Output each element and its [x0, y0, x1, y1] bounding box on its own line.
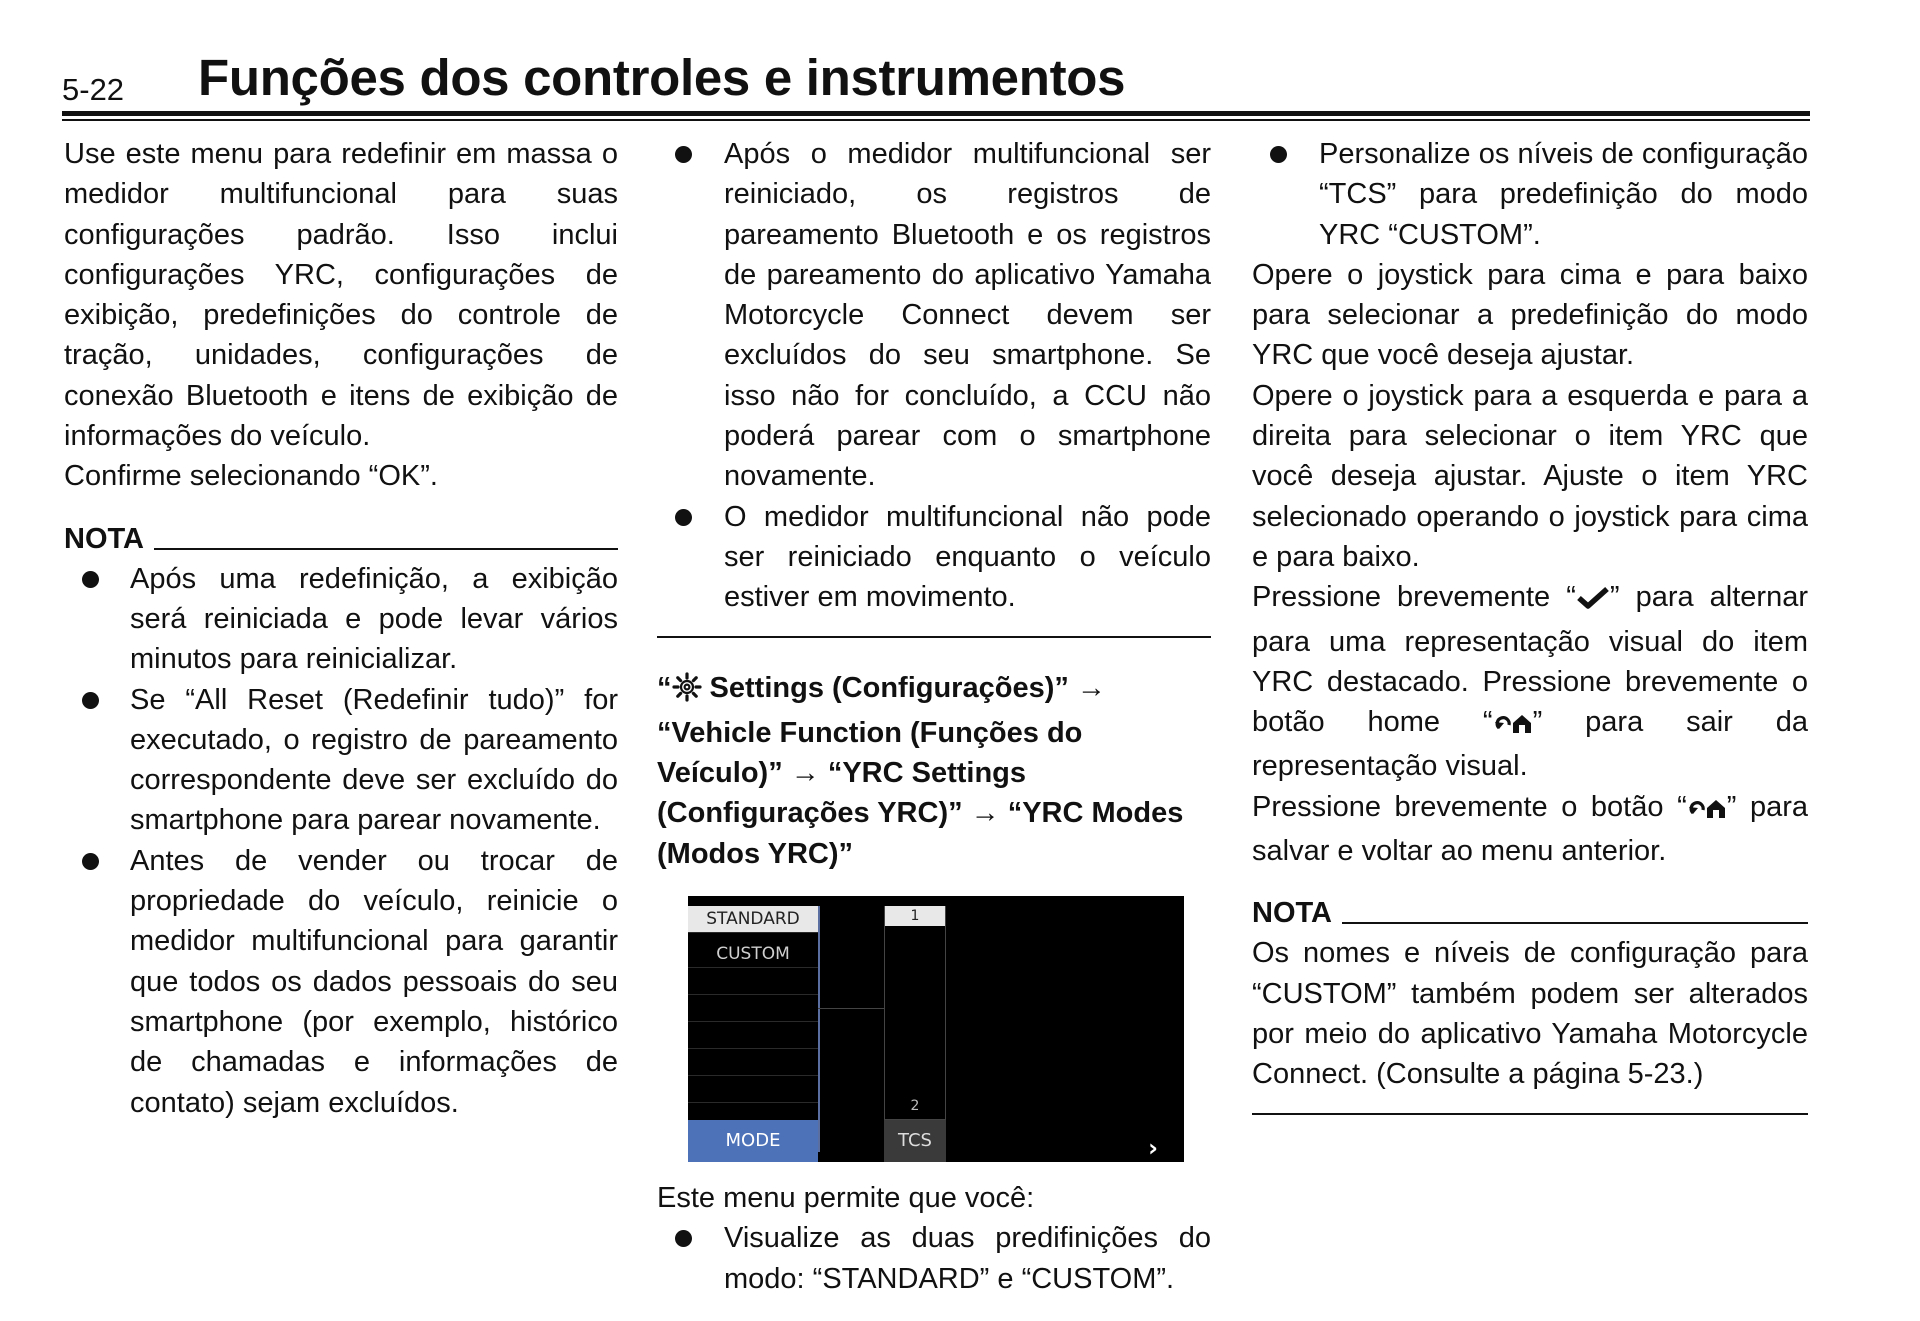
confirm-paragraph: Confirme selecionando “OK”. [64, 460, 438, 493]
list-item: Se “All Reset (Redefinir tudo)” for executado, o registro de pareamento correspondente deve ser excluído do smartphone para parear novamente. [64, 680, 618, 841]
nota-heading [1252, 893, 1808, 933]
header-rule-thin [62, 119, 1810, 121]
chevron-right-icon: › [1148, 1134, 1158, 1163]
list-item: Após o medidor multifuncional ser reiniciado, os registros de pareamento Bluetooth e os registros de pareamento do aplicativo Yamaha Motorcycle Connect devem ser excluídos do seu smartphone. Se isso não for concluído, a CCU não poderá parear com o smartphone novamente. [657, 134, 1211, 497]
column-3 [1252, 134, 1808, 1115]
tcs-level-top: 1 [885, 906, 945, 926]
page-number: 5-22 [62, 72, 125, 107]
paragraph-save: Pressione brevemente o botão “ ” para salvar e voltar ao menu anterior. [1252, 790, 1809, 868]
nota-end-rule [657, 636, 1211, 638]
intro-paragraph: Use este menu para redefinir em massa o medidor multifuncional para suas configurações padrão. Isso inclui configurações YRC, configurações de exibição, predefinições do controle de tração, unidades, configurações de conexão Bluetooth e itens de exibição de informações do veículo. [64, 138, 618, 453]
mode-empty [688, 1049, 818, 1076]
divider [818, 1008, 884, 1009]
nota-heading [64, 519, 618, 559]
mode-button: MODE [688, 1120, 818, 1162]
menu-intro: Este menu permite que você: [657, 1182, 1035, 1215]
list-item: Antes de vender ou trocar de propriedade do veículo, reinicie o medidor multifuncional para garantir que todos os dados pessoais do seu smartphone (por exemplo, histórico de chamadas e informações de contato) sejam excluídos. [64, 841, 618, 1123]
column-2 [657, 134, 1211, 1299]
mode-empty [688, 968, 818, 995]
check-icon [1576, 581, 1610, 621]
paragraph-select-item: Opere o joystick para a esquerda e para a direita para selecionar o item YRC que você deseja ajustar. Ajuste o item YRC selecionado operando o joystick para cima e para baixo. [1252, 379, 1808, 573]
mode-list [688, 906, 820, 1152]
nota-rule [154, 548, 618, 550]
tcs-level-low: 2 [910, 1098, 920, 1115]
paragraph-visual: Pressione brevemente “ ” para alternar para uma representação visual do item YRC destacado. Pressione brevemente o botão home “ ” para sair da representação visual. [1252, 581, 1809, 783]
page-header [62, 42, 1810, 118]
mode-empty [688, 995, 818, 1022]
mode-standard: STANDARD [688, 906, 818, 933]
list-item: Visualize as duas predifinições do modo: “STANDARD” e “CUSTOM”. [657, 1218, 1211, 1299]
page-title: Funções dos controles e instrumentos [198, 49, 1126, 106]
menu-list-continued [1252, 134, 1808, 255]
gear-icon [672, 672, 702, 713]
back-home-icon [1687, 791, 1727, 831]
nota-text: Os nomes e níveis de configuração para “CUSTOM” também podem ser alterados por meio do aplicativo Yamaha Motorcycle Connect. (Consulte a página 5-23.) [1252, 937, 1808, 1091]
menu-breadcrumb: “ Settings (Configurações)” → “Vehicle Function (Funções do Veículo)” → “YRC Settings (Configurações YRC)” → “YRC Modes (Modos YRC)” [657, 671, 1184, 870]
yrc-modes-screen [688, 896, 1184, 1162]
list-item: Após uma redefinição, a exibição será reiniciada e pode levar vários minutos para reinicializar. [64, 559, 618, 680]
nota-end-rule [1252, 1113, 1808, 1115]
mode-empty [688, 1022, 818, 1049]
nota-list-continued [657, 134, 1211, 618]
back-home-icon [1493, 706, 1533, 746]
nota-list [64, 559, 618, 1123]
menu-list [657, 1218, 1211, 1299]
nota-label: NOTA [1252, 897, 1333, 930]
tcs-button: TCS [884, 1120, 946, 1162]
header-rule [62, 111, 1810, 116]
list-item: Personalize os níveis de configuração “TCS” para predefinição do modo YRC “CUSTOM”. [1252, 134, 1808, 255]
list-item: O medidor multifuncional não pode ser reiniciado enquanto o veículo estiver em movimento. [657, 497, 1211, 618]
nota-rule [1342, 922, 1808, 924]
column-1 [64, 134, 618, 1123]
nota-label: NOTA [64, 522, 145, 555]
mode-empty [688, 1076, 818, 1103]
mode-custom: CUSTOM [688, 933, 818, 968]
paragraph-select-preset: Opere o joystick para cima e para baixo para selecionar a predefinição do modo YRC que você deseja ajustar. [1252, 258, 1808, 372]
